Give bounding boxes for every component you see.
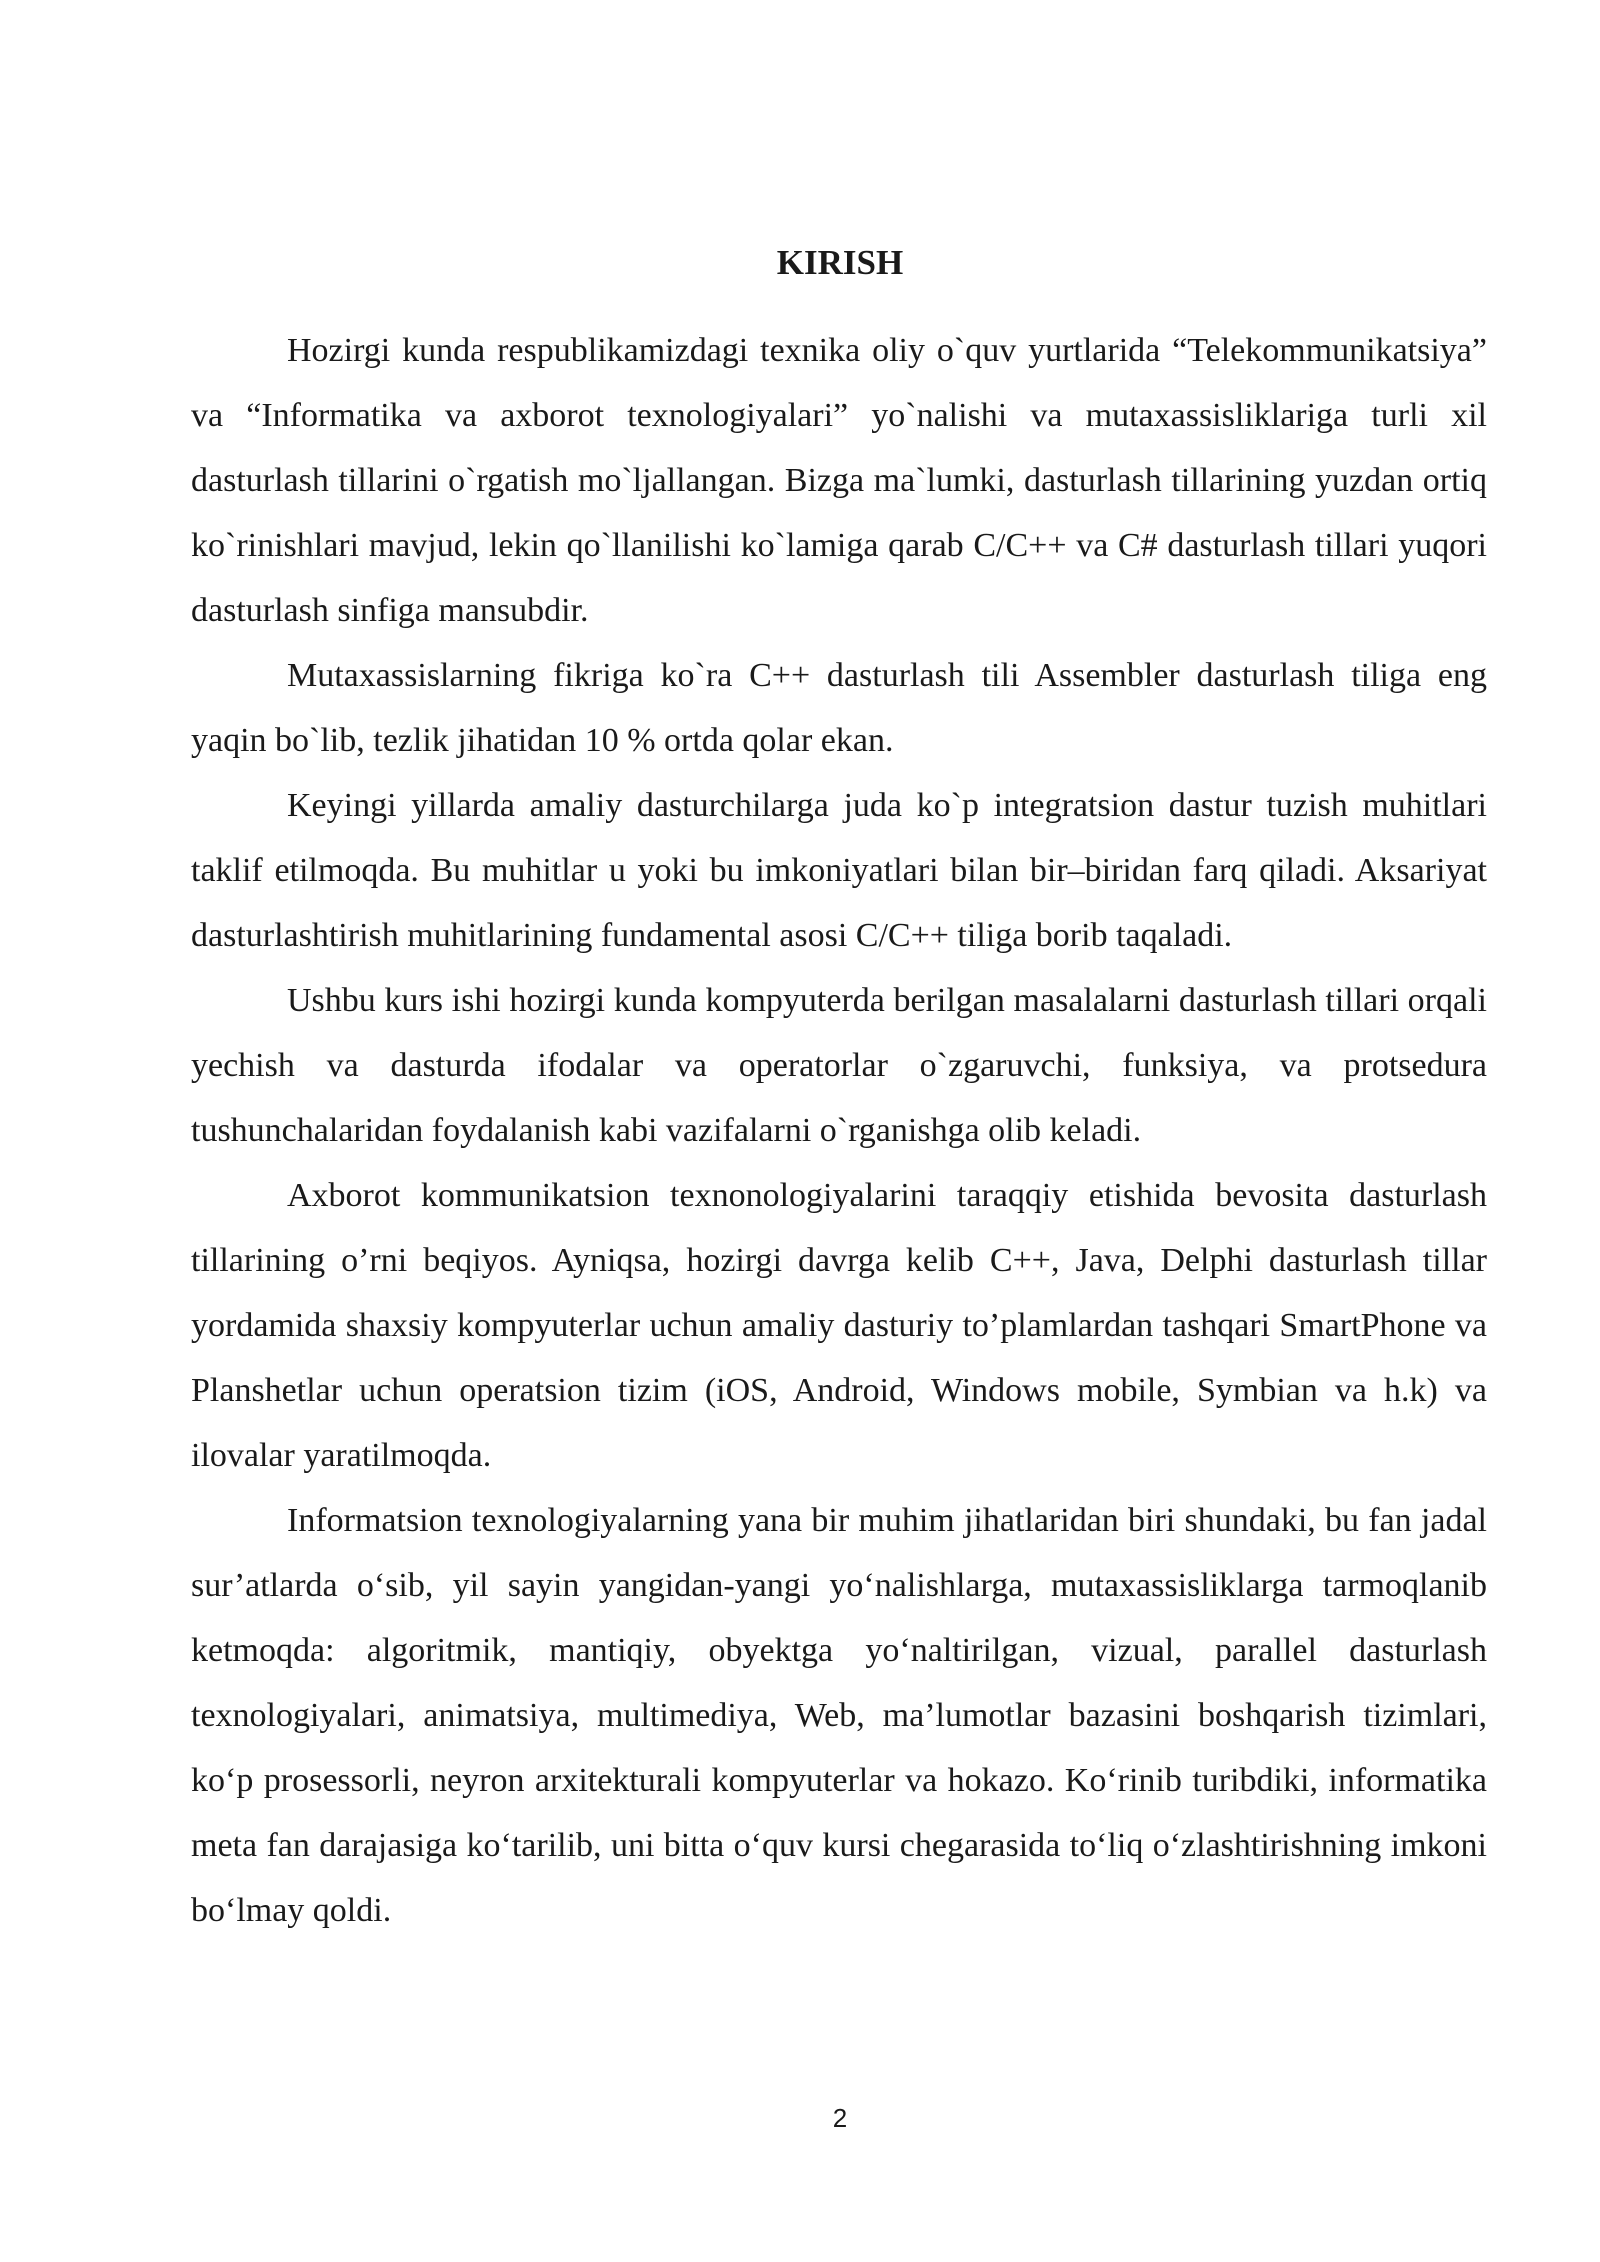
paragraph-2: Mutaxassislarning fikriga ko`ra C++ dasturlash tili Assembler dasturlash tiliga eng yaqin bo`lib, tezlik jihatidan 10 % ortda qolar ekan. <box>191 657 1487 759</box>
paragraph-3: Keyingi yillarda amaliy dasturchilarga juda ko`p integratsion dastur tuzish muhitlari taklif etilmoqda. Bu muhitlar u yoki bu imkoniyatlari bilan bir–biridan farq qiladi. Aksariyat dasturlashtirish muhitlarining fundamental asosi C/C++ tiliga borib taqaladi. <box>191 787 1487 954</box>
section-heading: KIRISH <box>776 243 904 282</box>
paragraph-4: Ushbu kurs ishi hozirgi kunda kompyuterda berilgan masalalarni dasturlash tillari orqali yechish va dasturda ifodalar va operatorlar o`zgaruvchi, funksiya, va protsedura tushunchalaridan foydalanish kabi vazifalarni o`rganishga olib keladi. <box>191 982 1487 1149</box>
paragraph-6: Informatsion texnologiyalarning yana bir muhim jihatlaridan biri shundaki, bu fan jadal sur’atlarda o‘sib, yil sayin yangidan-yangi yo‘nalishlarga, mutaxassisliklarga tarmoqlanib ketmoqda: algoritmik, mantiqiy, obyektga yo‘naltirilgan, vizual, parallel dasturlash texnologiyalari, animatsiya, multimediya, Web, ma’lumotlar bazasini boshqarish tizimlari, ko‘p prosessorli, neyron arxitekturali kompyuterlar va hokazo. Ko‘rinib turibdiki, informatika meta fan darajasiga ko‘tarilib, uni bitta o‘quv kursi chegarasida to‘liq o‘zlashtirishning imkoni bo‘lmay qoldi. <box>191 1502 1487 1929</box>
page-number: 2 <box>832 2103 848 2133</box>
paragraph-5: Axborot kommunikatsion texnonologiyalarini taraqqiy etishida bevosita dasturlash tillarining o’rni beqiyos. Ayniqsa, hozirgi davrga kelib C++, Java, Delphi dasturlash tillar yordamida shaxsiy kompyuterlar uchun amaliy dasturiy to’plamlardan tashqari SmartPhone va Planshetlar uchun operatsion tizim (iOS, Android, Windows mobile, Symbian va h.k) va ilovalar yaratilmoqda. <box>191 1177 1487 1474</box>
body-text <box>191 318 1487 1943</box>
paragraph-1: Hozirgi kunda respublikamizdagi texnika oliy o`quv yurtlarida “Telekommunikatsiya” va “Informatika va axborot texnologiyalari” yo`nalishi va mutaxassisliklariga turli xil dasturlash tillarini o`rgatish mo`ljallangan. Bizga ma`lumki, dasturlash tillarining yuzdan ortiq ko`rinishlari mavjud, lekin qo`llanilishi ko`lamiga qarab C/C++ va C# dasturlash tillari yuqori dasturlash sinfiga mansubdir. <box>191 332 1487 629</box>
